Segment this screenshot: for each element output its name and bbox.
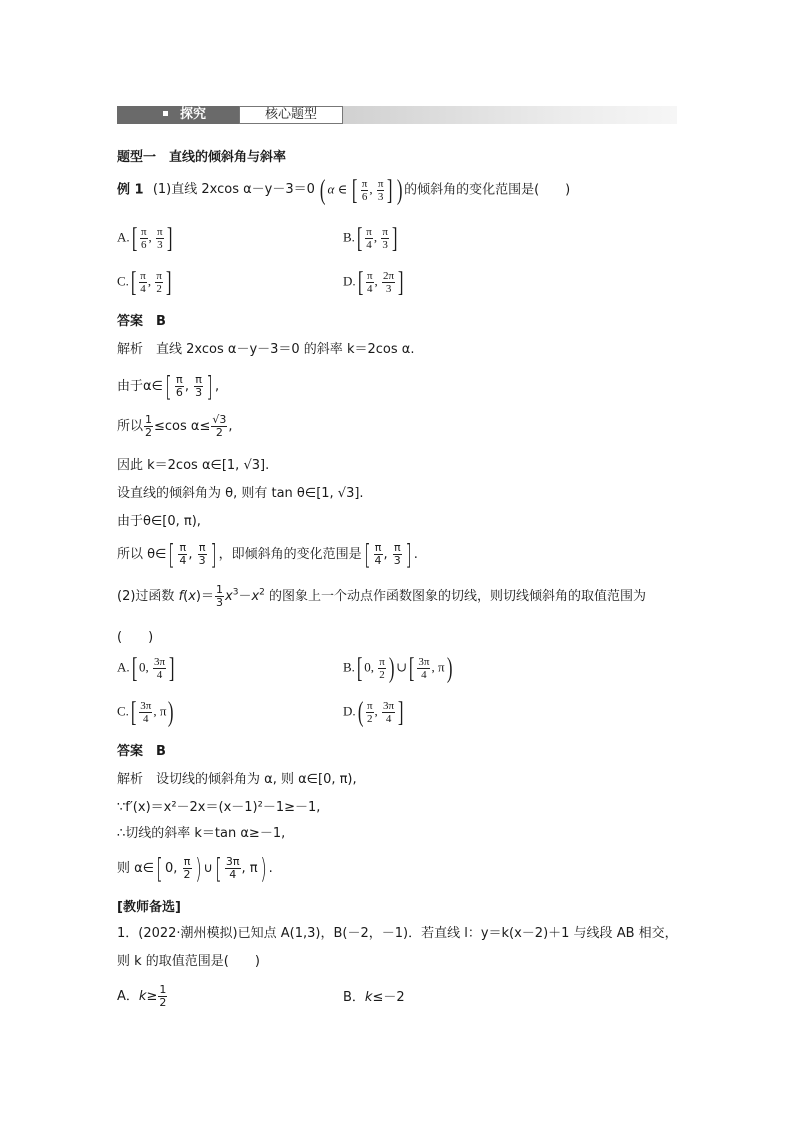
teacher-option-a: A．k≥ $\frac{1}{2}$ (117, 983, 167, 1009)
ex1-q1-text: (1)直线 2xcos α－y－3＝0 (152, 182, 315, 198)
ex1-analysis-line6: 由于θ∈[0, π), (117, 514, 201, 529)
ex2-option-a: A.[ 0, $\frac{3\pi}{4}$ ] (117, 652, 175, 684)
ex1-analysis-line7: 所以 θ∈[ $\frac{\pi}{4}$ , $\frac{\pi}{3}$ ] ，即倾斜角的变化范围是[ $\frac{\pi}{4}$ , $\frac{\pi}{3}$ ] . (117, 537, 418, 571)
ex1-analysis-line5: 设直线的倾斜角为 θ, 则有 tan θ∈[1, √3]. (117, 486, 364, 501)
ex1-option-a: A.[ $\frac{\pi}{6}$ , $\frac{\pi}{3}$ ] (117, 222, 173, 254)
ex1-analysis-line1: 解析 直线 2xcos α－y－3＝0 的斜率 k＝2cos α. (117, 342, 415, 357)
ex2-option-d: D.( $\frac{\pi}{2}$ , $\frac{3\pi}{4}$ ] (343, 696, 404, 728)
teacher-heading: [教师备选] (117, 900, 181, 915)
banner-left: 探究 (117, 106, 239, 124)
ex1-option-b: B.[ $\frac{\pi}{4}$ , $\frac{\pi}{3}$ ] (343, 222, 398, 254)
ex2-analysis-line1: 解析 设切线的倾斜角为 α, 则 α∈[0, π), (117, 772, 357, 787)
ex1-analysis-line2: 由于α∈[ $\frac{\pi}{6}$ , $\frac{\pi}{3}$ ] , (117, 369, 220, 403)
ex2-analysis-line2: ∵f′(x)＝x²－2x＝(x－1)²－1≥－1, (117, 800, 321, 815)
ex2-option-c: C.[ $\frac{3\pi}{4}$ , π) (117, 696, 174, 728)
ex1-option-d: D.[ $\frac{\pi}{4}$ , $\frac{2\pi}{3}$ ] (343, 266, 404, 298)
ex1-option-c: C.[ $\frac{\pi}{4}$ , $\frac{\pi}{2}$ ] (117, 266, 172, 298)
ex1-answer: 答案 B (117, 314, 166, 329)
ex2-analysis-line3: ∴切线的斜率 k＝tan α≥－1, (117, 826, 286, 841)
ex1-analysis-line3: 所以 $\frac{1}{2}$ ≤cos α≤ $\frac{√3}{2}$ , (117, 413, 233, 439)
ex1-q1-tail: 的倾斜角的变化范围是( ) (404, 182, 571, 198)
square-bullet-icon (163, 111, 168, 116)
ex1-analysis-line4: 因此 k＝2cos α∈[1, √3]. (117, 458, 270, 473)
ex2-answer: 答案 B (117, 744, 166, 759)
ex1-label: 例 1 (117, 182, 144, 198)
ex1-question: 例 1 (1)直线 2xcos α－y－3＝0 ( α ∈ [ $\frac{\pi}{6}$ , $\frac{\pi}{3}$ ] ) 的倾斜角的变化范围是( ) (117, 174, 571, 206)
ex2-option-b: B.[ 0, $\frac{\pi}{2}$ ) ∪[ $\frac{3\pi}{4}$ , π) (343, 652, 452, 684)
ex2-paren: ( ) (117, 630, 154, 645)
teacher-option-b: B．k≤－2 (343, 990, 405, 1005)
ex2-analysis-line4: 则 α∈[ 0, $\frac{\pi}{2}$ ) ∪[ $\frac{3\pi}{4}$ , π) . (117, 851, 273, 885)
section-title: 题型一 直线的倾斜角与斜率 (117, 150, 287, 165)
banner-right: 核心题型 (239, 106, 343, 124)
ex2-question: (2)过函数 f(x)＝ $\frac{1}{3}$ $x^3-x^2$ 的图象上一个动点作函数图象的切线，则切线倾斜角的取值范围为 (117, 583, 647, 609)
teacher-q1-line2: 则 k 的取值范围是( ) (117, 954, 260, 969)
teacher-q1-line1: 1．(2022·潮州模拟)已知点 A(1,3)，B(－2，－1)．若直线 l：y＝k(x－2)＋1 与线段 AB 相交， (117, 926, 678, 941)
